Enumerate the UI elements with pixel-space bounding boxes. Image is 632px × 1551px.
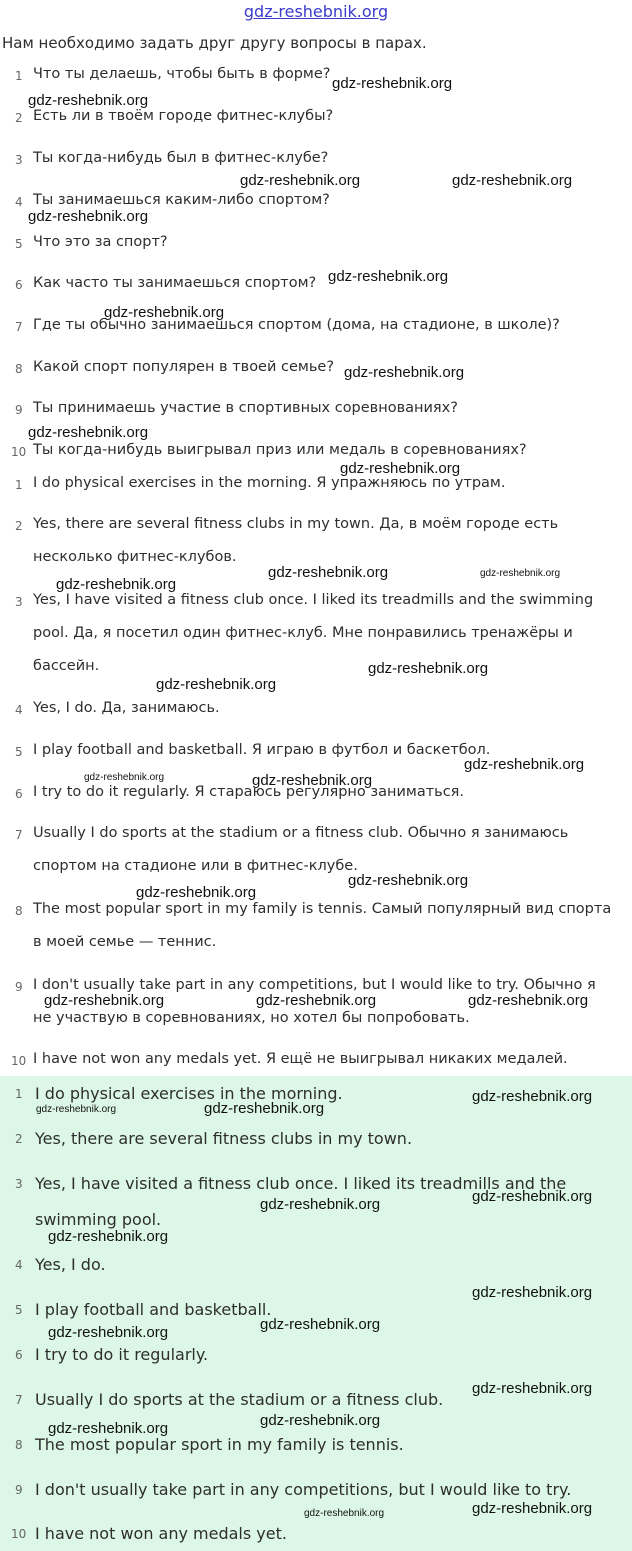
item-number: 8 <box>15 1438 23 1452</box>
item-text: Ты когда-нибудь выигрывал приз или медаль в соревнованиях? <box>33 442 527 458</box>
item-text: бассейн. <box>33 658 100 674</box>
item-number: 6 <box>15 1348 23 1362</box>
item-text: Что это за спорт? <box>33 234 168 250</box>
item-text: Ты принимаешь участие в спортивных соревнованиях? <box>33 400 458 416</box>
watermark: gdz-reshebnik.org <box>472 1088 593 1105</box>
item-text: в моей семье — теннис. <box>33 934 217 950</box>
watermark: gdz-reshebnik.org <box>472 1284 593 1301</box>
item-number: 4 <box>15 703 23 717</box>
item-text: Yes, there are several fitness clubs in my town. <box>35 1129 413 1148</box>
item-number: 1 <box>15 69 23 83</box>
item-number: 5 <box>15 745 23 759</box>
item-number: 1 <box>15 478 23 492</box>
item-text: Где ты обычно занимаешься спортом (дома, на стадионе, в школе)? <box>33 317 560 333</box>
item-text: Yes, I do. Да, занимаюсь. <box>33 700 220 716</box>
watermark: gdz-reshebnik.org <box>28 424 149 441</box>
item-text: I do physical exercises in the morning. <box>35 1084 343 1103</box>
item-text: The most popular sport in my family is tennis. <box>35 1435 404 1454</box>
watermark: gdz-reshebnik.org <box>472 1500 593 1517</box>
item-number: 2 <box>15 519 23 533</box>
item-text: I don't usually take part in any competitions, but I would like to try. <box>35 1480 572 1499</box>
item-text: Ты занимаешься каким-либо спортом? <box>33 192 330 208</box>
watermark: gdz-reshebnik.org <box>44 992 165 1009</box>
item-text: swimming pool. <box>35 1210 162 1229</box>
item-text: I play football and basketball. <box>35 1300 272 1319</box>
item-number: 2 <box>15 1132 23 1146</box>
item-number: 5 <box>15 1303 23 1317</box>
item-number: 1 <box>15 1087 23 1101</box>
watermark: gdz-reshebnik.org <box>28 208 149 225</box>
item-text: несколько фитнес-клубов. <box>33 549 237 565</box>
item-text: Какой спорт популярен в твоей семье? <box>33 359 335 375</box>
item-text: Есть ли в твоём городе фитнес-клубы? <box>33 108 334 124</box>
watermark: gdz-reshebnik.org <box>328 268 449 285</box>
item-number: 9 <box>15 1483 23 1497</box>
item-number: 7 <box>15 320 23 334</box>
watermark: gdz-reshebnik.org <box>84 772 165 783</box>
watermark: gdz-reshebnik.org <box>156 676 277 693</box>
task-intro: Нам необходимо задать друг другу вопросы в парах. <box>2 34 427 52</box>
watermark: gdz-reshebnik.org <box>48 1228 169 1245</box>
item-text: Yes, there are several fitness clubs in my town. Да, в моём городе есть <box>33 516 559 532</box>
item-text: I have not won any medals yet. <box>35 1524 287 1543</box>
item-text: I don't usually take part in any competitions, but I would like to try. Обычно я <box>33 977 596 993</box>
item-text: Usually I do sports at the stadium or a fitness club. <box>35 1390 444 1409</box>
item-text: спортом на стадионе или в фитнес-клубе. <box>33 858 358 874</box>
watermark: gdz-reshebnik.org <box>136 884 257 901</box>
item-text: Ты когда-нибудь был в фитнес-клубе? <box>33 150 329 166</box>
item-number: 7 <box>15 828 23 842</box>
watermark: gdz-reshebnik.org <box>252 772 373 789</box>
item-number: 6 <box>15 278 23 292</box>
watermark: gdz-reshebnik.org <box>104 304 225 321</box>
watermark: gdz-reshebnik.org <box>36 1104 117 1115</box>
watermark: gdz-reshebnik.org <box>348 872 469 889</box>
watermark: gdz-reshebnik.org <box>304 1508 385 1519</box>
watermark: gdz-reshebnik.org <box>256 992 377 1009</box>
item-text: I try to do it regularly. <box>35 1345 209 1364</box>
item-number: 10 <box>11 1054 27 1068</box>
item-text: The most popular sport in my family is tennis. Самый популярный вид спорта <box>33 901 612 917</box>
watermark: gdz-reshebnik.org <box>332 75 453 92</box>
item-text: Yes, I have visited a fitness club once. I liked its treadmills and the <box>35 1174 567 1193</box>
item-text: Что ты делаешь, чтобы быть в форме? <box>33 66 331 82</box>
item-text: I have not won any medals yet. Я ещё не выигрывал никаких медалей. <box>33 1051 568 1067</box>
item-text: Yes, I do. <box>35 1255 106 1274</box>
watermark: gdz-reshebnik.org <box>28 92 149 109</box>
item-number: 10 <box>11 1527 27 1541</box>
item-text: Yes, I have visited a fitness club once. I liked its treadmills and the swimming <box>33 592 594 608</box>
item-text: pool. Да, я посетил один фитнес-клуб. Мне понравились тренажёры и <box>33 625 573 641</box>
item-text: Usually I do sports at the stadium or a fitness club. Обычно я занимаюсь <box>33 825 569 841</box>
item-text: I try to do it regularly. Я стараюсь регулярно заниматься. <box>33 784 464 800</box>
watermark: gdz-reshebnik.org <box>468 992 589 1009</box>
item-text: I play football and basketball. Я играю в футбол и баскетбол. <box>33 742 491 758</box>
watermark: gdz-reshebnik.org <box>472 1380 593 1397</box>
watermark: gdz-reshebnik.org <box>48 1324 169 1341</box>
item-number: 4 <box>15 1258 23 1272</box>
item-number: 5 <box>15 237 23 251</box>
item-number: 9 <box>15 980 23 994</box>
watermark: gdz-reshebnik.org <box>472 1188 593 1205</box>
item-number: 10 <box>11 445 27 459</box>
watermark: gdz-reshebnik.org <box>240 172 361 189</box>
watermark: gdz-reshebnik.org <box>260 1412 381 1429</box>
item-text: I do physical exercises in the morning. Я упражняюсь по утрам. <box>33 475 506 491</box>
item-number: 9 <box>15 403 23 417</box>
item-number: 2 <box>15 111 23 125</box>
watermark: gdz-reshebnik.org <box>480 568 561 579</box>
item-number: 6 <box>15 787 23 801</box>
watermark: gdz-reshebnik.org <box>56 576 177 593</box>
watermark: gdz-reshebnik.org <box>452 172 573 189</box>
watermark: gdz-reshebnik.org <box>48 1420 169 1437</box>
item-number: 8 <box>15 362 23 376</box>
watermark: gdz-reshebnik.org <box>344 364 465 381</box>
item-text: не участвую в соревнованиях, но хотел бы попробовать. <box>33 1010 470 1026</box>
watermark: gdz-reshebnik.org <box>260 1316 381 1333</box>
watermark: gdz-reshebnik.org <box>204 1100 325 1117</box>
item-number: 8 <box>15 904 23 918</box>
watermark: gdz-reshebnik.org <box>268 564 389 581</box>
item-text: Как часто ты занимаешься спортом? <box>33 275 317 291</box>
watermark: gdz-reshebnik.org <box>260 1196 381 1213</box>
item-number: 3 <box>15 595 23 609</box>
item-number: 4 <box>15 195 23 209</box>
watermark: gdz-reshebnik.org <box>368 660 489 677</box>
watermark: gdz-reshebnik.org <box>340 460 461 477</box>
site-link[interactable]: gdz-reshebnik.org <box>243 2 389 21</box>
item-number: 3 <box>15 153 23 167</box>
watermark: gdz-reshebnik.org <box>464 756 585 773</box>
item-number: 3 <box>15 1177 23 1191</box>
item-number: 7 <box>15 1393 23 1407</box>
